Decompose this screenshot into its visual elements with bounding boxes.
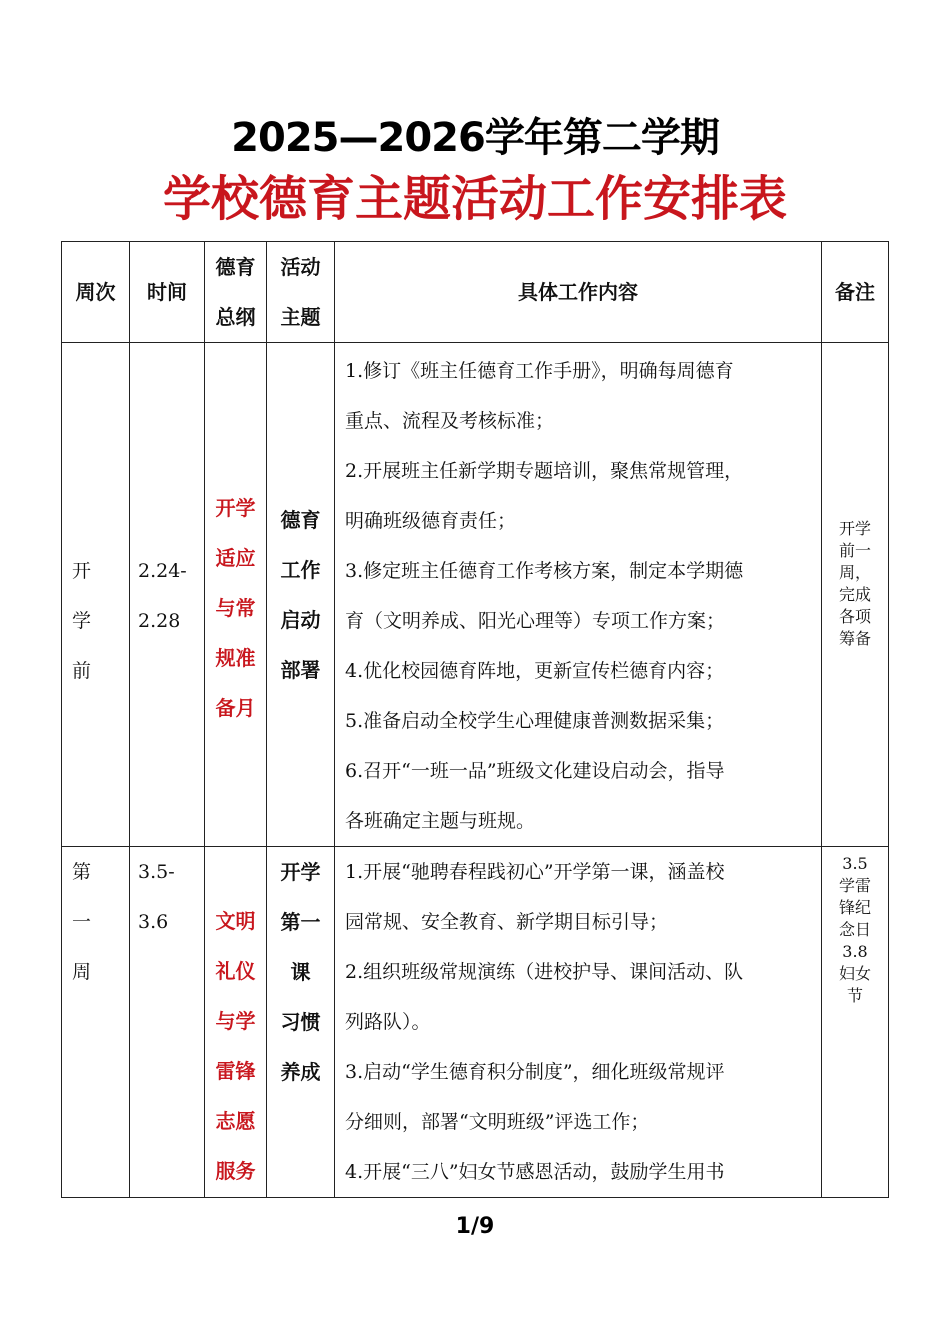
content-line: 5.准备启动全校学生心理健康普测数据采集； — [345, 710, 725, 732]
content-line: 2.开展班主任新学期专题培训，聚焦常规管理， — [345, 460, 744, 482]
content-line: 列路队）。 — [345, 1011, 431, 1033]
header-week: 周次 — [62, 242, 130, 343]
page-number: 1/9 — [455, 1214, 495, 1239]
outline-line: 雷锋 — [215, 1059, 256, 1083]
outline-line: 服务 — [215, 1159, 256, 1183]
time-line: 2.28 — [138, 610, 181, 632]
outline-cell — [205, 343, 267, 847]
note-cell — [822, 343, 889, 847]
header-theme — [267, 242, 335, 343]
content-line: 明确班级德育责任； — [345, 510, 517, 532]
outline-line: 开学 — [215, 496, 256, 520]
content-line: 1.开展“驰聘春程践初心”开学第一课，涵盖校 — [345, 861, 725, 883]
header-content: 具体工作内容 — [335, 242, 822, 343]
note-line: 各项 — [838, 607, 871, 626]
header-outline-line: 德育 — [215, 255, 256, 279]
week-cell — [62, 343, 130, 847]
table-row — [62, 343, 889, 847]
content-line: 3.启动“学生德育积分制度”，细化班级常规评 — [345, 1061, 725, 1083]
theme-line: 开学 — [280, 860, 321, 884]
note-line: 学雷 — [838, 876, 871, 895]
note-line: 妇女 — [838, 964, 871, 983]
outline-line: 志愿 — [215, 1109, 256, 1133]
theme-line: 启动 — [280, 608, 321, 632]
content-line: 分细则，部署“文明班级”评选工作； — [345, 1111, 650, 1133]
outline-line: 与学 — [215, 1009, 256, 1033]
theme-line: 工作 — [280, 558, 321, 582]
note-line: 周， — [838, 563, 871, 582]
note-line: 筹备 — [838, 629, 871, 648]
week-line: 第 一 — [72, 861, 98, 933]
time-line: 3.5- — [138, 861, 175, 883]
table-header-row — [62, 242, 889, 343]
outline-line: 备月 — [215, 696, 256, 720]
theme-line: 习惯 — [280, 1010, 321, 1034]
header-outline — [205, 242, 267, 343]
content-line: 2.组织班级常规演练（进校护导、课间活动、队 — [345, 961, 744, 983]
header-outline-line: 总纲 — [215, 305, 256, 329]
outline-line: 与常 — [215, 596, 256, 620]
content-line: 重点、流程及考核标准； — [345, 410, 555, 432]
theme-cell — [267, 847, 335, 1198]
note-line: 完成 — [838, 585, 871, 604]
time-line: 3.6 — [138, 911, 169, 933]
theme-line: 养成 — [280, 1060, 321, 1084]
header-note: 备注 — [822, 242, 889, 343]
time-line: 2.24- — [138, 560, 187, 582]
content-line: 4.优化校园德育阵地，更新宣传栏德育内容； — [345, 660, 725, 682]
week-cell — [62, 847, 130, 1198]
outline-line: 适应 — [215, 546, 256, 570]
outline-line: 规准 — [215, 646, 256, 670]
content-line: 各班确定主题与班规。 — [345, 810, 536, 832]
content-line: 4.开展“三八”妇女节感恩活动，鼓励学生用书 — [345, 1161, 725, 1183]
note-line: 开学 — [838, 519, 871, 538]
content-line: 1.修订《班主任德育工作手册》，明确每周德育 — [345, 360, 734, 382]
note-line: 节 — [846, 986, 863, 1005]
time-cell — [130, 343, 205, 847]
document-subtitle: 学校德育主题活动工作安排表 — [162, 171, 787, 227]
note-cell — [822, 847, 889, 1198]
content-line: 3.修定班主任德育工作考核方案，制定本学期德 — [345, 560, 744, 582]
note-line: 念日 — [838, 920, 871, 939]
header-time: 时间 — [130, 242, 205, 343]
week-line: 开 学 — [72, 560, 98, 632]
table-row — [62, 847, 889, 1198]
document-title: 2025—2026学年第二学期 — [231, 115, 719, 161]
content-line: 育（文明养成、阳光心理等）专项工作方案； — [345, 610, 726, 632]
content-line: 6.召开“一班一品”班级文化建设启动会，指导 — [345, 760, 725, 782]
outline-line: 礼仪 — [215, 959, 256, 983]
theme-line: 部署 — [280, 658, 321, 682]
week-line: 周 — [72, 961, 98, 983]
note-line: 3.8 — [842, 942, 868, 961]
content-cell — [335, 343, 822, 847]
theme-line: 课 — [290, 960, 311, 984]
content-line: 园常规、安全教育、新学期目标引导； — [345, 911, 669, 933]
time-cell — [130, 847, 205, 1198]
theme-line: 德育 — [280, 508, 321, 532]
header-theme-line: 主题 — [280, 305, 321, 329]
schedule-table — [61, 241, 889, 1198]
content-cell — [335, 847, 822, 1198]
theme-cell — [267, 343, 335, 847]
week-line: 前 — [72, 660, 98, 682]
outline-line: 文明 — [215, 909, 256, 933]
note-line: 前一 — [838, 541, 871, 560]
theme-line: 第一 — [280, 910, 321, 934]
note-line: 锋纪 — [838, 898, 871, 917]
note-line: 3.5 — [842, 854, 868, 873]
outline-cell — [205, 847, 267, 1198]
header-theme-line: 活动 — [280, 255, 321, 279]
